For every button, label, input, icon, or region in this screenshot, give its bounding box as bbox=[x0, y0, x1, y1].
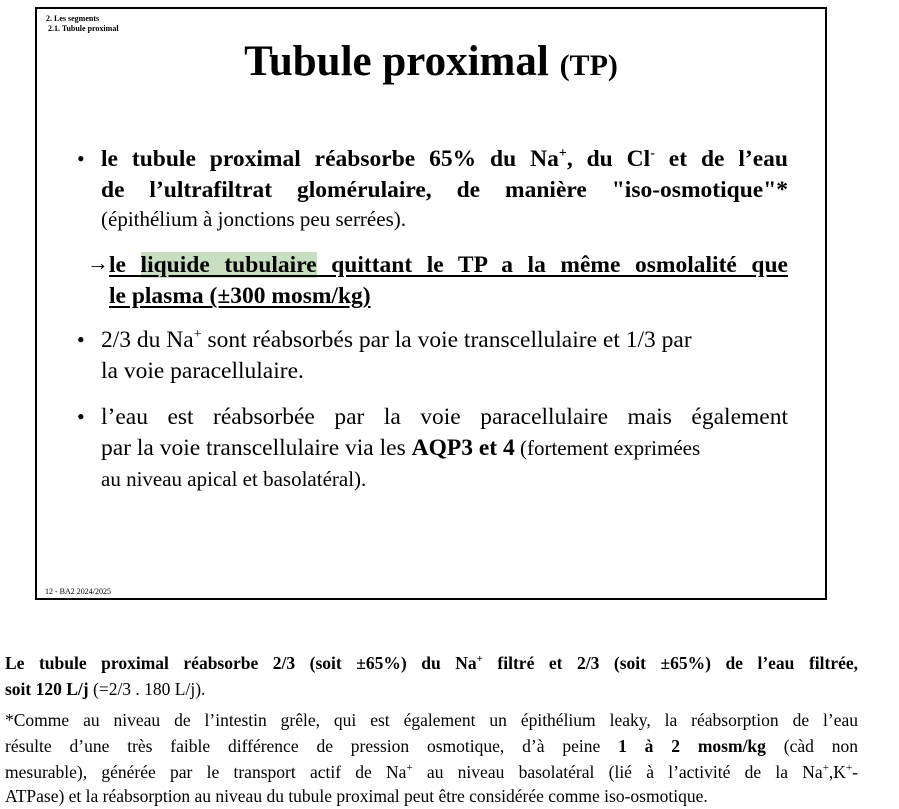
slide-title bbox=[37, 35, 825, 93]
bullet3-line2: par la voie transcellulaire via les AQP3 et 4 (fortement exprimées bbox=[101, 435, 701, 461]
bullet2-line1: 2/3 du Na+ sont réabsorbés par la voie transcellulaire et 1/3 par bbox=[101, 327, 692, 353]
note-p1-line2: soit 120 L/j (=2/3 . 180 L/j). bbox=[5, 679, 206, 699]
note-p2-line4: ATPase) et la réabsorption au niveau du tubule proximal peut être considérée comme iso-osmotique. bbox=[5, 786, 708, 806]
note-p2-line1: *Comme au niveau de l’intestin grêle, qui est également un épithélium leaky, la réabsorption de l’eau bbox=[5, 710, 858, 730]
bullet3-line1: l’eau est réabsorbée par la voie paracellulaire mais également bbox=[101, 404, 788, 430]
bullet1-line1: le tubule proximal réabsorbe 65% du Na+, du Cl- et de l’eau bbox=[101, 146, 788, 172]
slide-title-main: Tubule proximal bbox=[244, 38, 549, 85]
bullet-dot-2: • bbox=[77, 327, 85, 352]
arrow-line1: le liquide tubulaire quittant le TP a la même osmolalité que bbox=[109, 252, 788, 278]
slide-title-abbr: (TP) bbox=[559, 49, 618, 82]
bullet-dot-1: • bbox=[77, 146, 85, 171]
breadcrumb-section: 2. Les segments bbox=[46, 14, 100, 23]
slide-footer: 12 - BA2 2024/2025 bbox=[45, 587, 111, 596]
note-p2-line3: mesurable), générée par le transport actif de Na+ au niveau basolatéral (lié à l’activité de la Na+,K+- bbox=[5, 762, 858, 782]
arrow-line2: le plasma (±300 mosm/kg) bbox=[109, 283, 371, 309]
arrow-icon: → bbox=[87, 250, 109, 275]
bullet2-line2: la voie paracellulaire. bbox=[101, 358, 304, 384]
highlight-liquide-tubulaire: liquide tubulaire bbox=[140, 252, 317, 278]
bullet1-line3: (épithélium à jonctions peu serrées). bbox=[101, 207, 406, 231]
bullet1-line2: de l’ultrafiltrat glomérulaire, de manière "iso-osmotique"* bbox=[101, 177, 788, 203]
bullet3-line3: au niveau apical et basolatéral). bbox=[101, 467, 367, 491]
note-p2-line2: résulte d’une très faible différence de pression osmotique, d’à peine 1 à 2 mosm/kg (càd non bbox=[5, 736, 858, 756]
note-p1-line1: Le tubule proximal réabsorbe 2/3 (soit ±65%) du Na+ filtré et 2/3 (soit ±65%) de l’eau filtrée, bbox=[5, 653, 858, 673]
slide-frame bbox=[35, 7, 827, 600]
bullet-dot-3: • bbox=[77, 404, 85, 429]
breadcrumb-subsection: 2.1. Tubule proximal bbox=[48, 24, 119, 33]
